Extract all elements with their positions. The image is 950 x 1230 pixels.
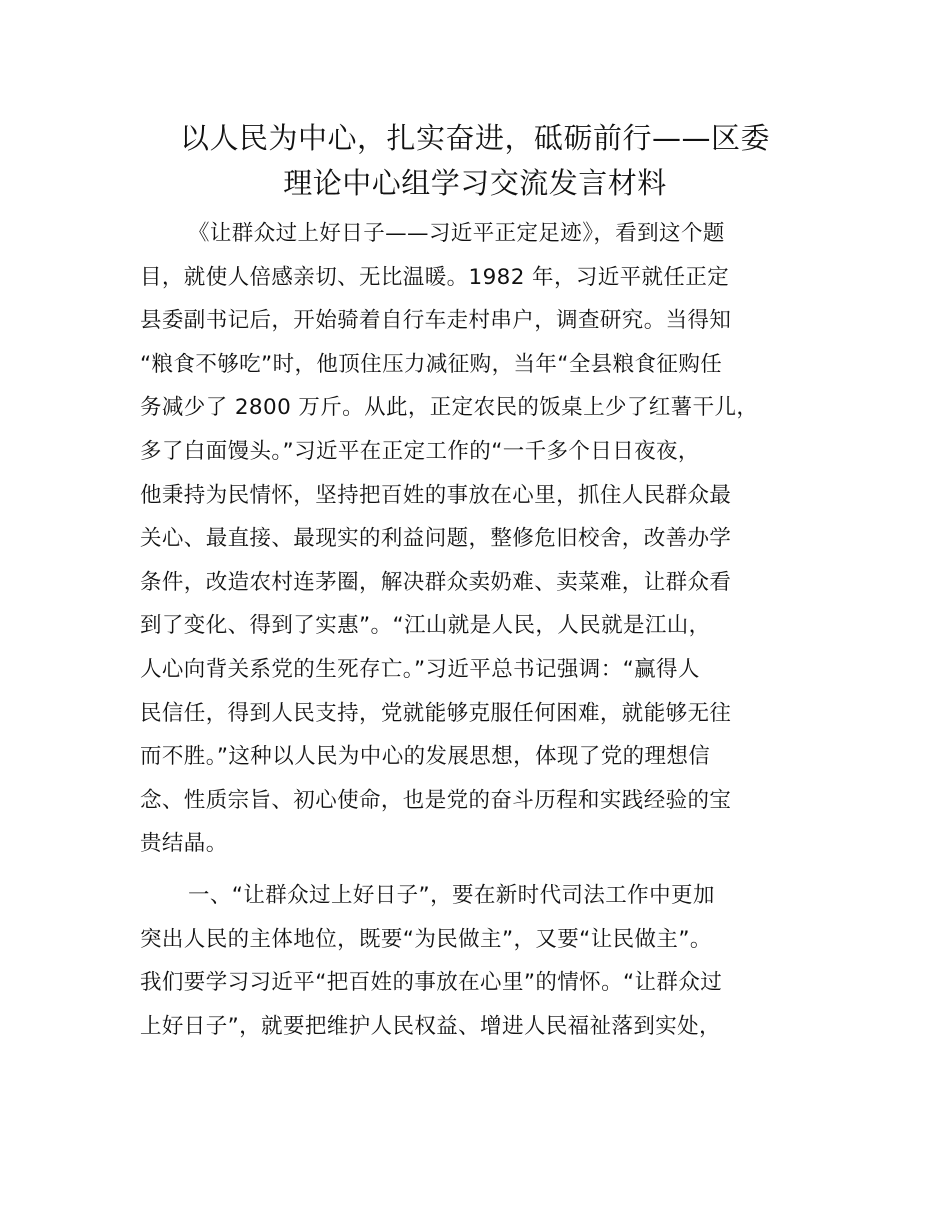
paragraph-line: 我们要学习习近平“把百姓的事放在心里”的情怀。“让群众过 (140, 970, 723, 996)
paragraph-2 (140, 874, 840, 1048)
paragraph-line: 到了变化、得到了实惠”。“江山就是人民，人民就是江山， (140, 613, 711, 639)
paragraph-line: 务减少了 2800 万斤。从此，正定农民的饭桌上少了红薯干儿， (140, 395, 759, 421)
paragraph-line: 条件，改造农村连茅圈，解决群众卖奶难、卖菜难，让群众看 (140, 569, 732, 595)
paragraph-line: 县委副书记后，开始骑着自行车走村串户，调查研究。当得知 (140, 308, 732, 334)
paragraph-line: 一、“让群众过上好日子”，要在新时代司法工作中更加 (188, 883, 715, 908)
paragraph-line: 而不胜。”这种以人民为中心的发展思想，体现了党的理想信 (140, 744, 711, 770)
paragraph-line: 贵结晶。 (140, 831, 228, 857)
paragraph-line: 人心向背关系党的生死存亡。”习近平总书记强调：“赢得人 (140, 656, 700, 682)
paragraph-line: 民信任，得到人民支持，党就能够克服任何困难，就能够无往 (140, 700, 732, 726)
paragraph-line: 《让群众过上好日子——习近平正定足迹》，看到这个题 (188, 221, 725, 246)
paragraph-line: 念、性质宗旨、初心使命，也是党的奋斗历程和实践经验的宝 (140, 787, 732, 813)
title-line-1: 以人民为中心，扎实奋进，砥砺前行——区委 (179, 121, 770, 155)
paragraph-1 (140, 212, 840, 866)
paragraph-line: 突出人民的主体地位，既要“为民做主”，又要“让民做主”。 (140, 926, 712, 952)
paragraph-line: “粮食不够吃”时，他顶住压力减征购，当年“全县粮食征购任 (140, 351, 723, 377)
paragraph-line: 多了白面馒头。”习近平在正定工作的“一千多个日日夜夜， (140, 438, 700, 464)
paragraph-line: 他秉持为民情怀，坚持把百姓的事放在心里，抓住人民群众最 (140, 482, 732, 508)
paragraph-line: 上好日子”，就要把维护人民权益、增进人民福祉落到实处， (140, 1013, 721, 1039)
title-line-2: 理论中心组学习交流发言材料 (283, 166, 667, 200)
paragraph-line: 目，就使人倍感亲切、无比温暖。1982 年，习近平就任正定 (140, 264, 730, 290)
paragraph-line: 关心、最直接、最现实的利益问题，整修危旧校舍，改善办学 (140, 526, 732, 552)
document-title (120, 116, 830, 206)
